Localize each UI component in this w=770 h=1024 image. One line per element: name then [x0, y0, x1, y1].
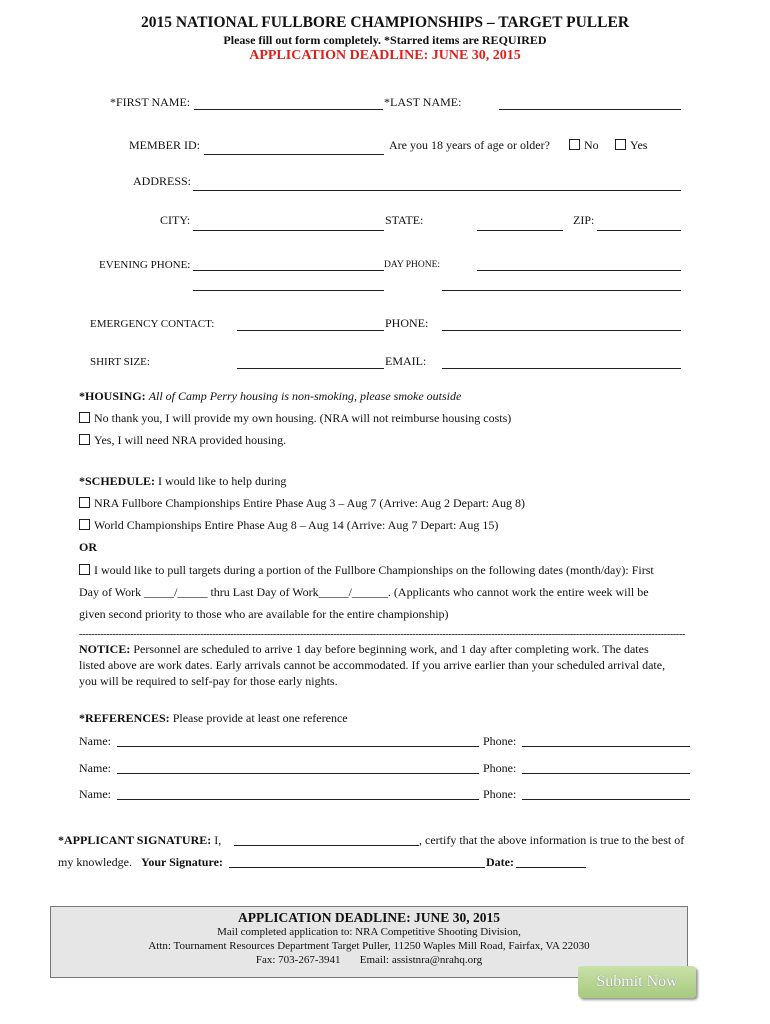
state-label: STATE:: [385, 213, 424, 227]
signature-input[interactable]: [229, 867, 485, 868]
housing-option-own-label: No thank you, I will provide my own housing. (NRA will not reimburse housing costs): [94, 411, 512, 425]
first-name-input[interactable]: [194, 109, 383, 110]
page-title: 2015 NATIONAL FULLBORE CHAMPIONSHIPS – TARGET PULLER: [140, 14, 630, 31]
member-id-input[interactable]: [204, 154, 384, 155]
evening-phone-input[interactable]: [193, 270, 384, 271]
zip-label: ZIP:: [573, 213, 595, 227]
schedule-option-partial[interactable]: [79, 563, 654, 578]
checkbox-icon[interactable]: [79, 412, 90, 423]
schedule-label: *SCHEDULE:: [79, 474, 156, 488]
references-heading: [79, 711, 348, 726]
date-label: Date:: [486, 855, 514, 869]
emergency-contact-label: EMERGENCY CONTACT:: [90, 318, 215, 330]
signature-label: [58, 833, 221, 848]
housing-option-nra-label: Yes, I will need NRA provided housing.: [94, 433, 287, 447]
checkbox-icon[interactable]: [79, 519, 90, 530]
schedule-option-fullbore[interactable]: [79, 496, 525, 511]
notice-text-1: Personnel are scheduled to arrive 1 day before beginning work, and 1 day after completing work. The dates: [133, 642, 649, 656]
dashed-divider: --------------------------------------------------------------------------------------------------------------------------------------------------------------------------------------------------------: [79, 629, 686, 640]
checkbox-icon[interactable]: [569, 139, 580, 150]
checkbox-icon[interactable]: [615, 139, 626, 150]
age-yes-option[interactable]: [615, 138, 647, 153]
your-signature-label: Your Signature:: [141, 855, 223, 869]
reference-phone-input[interactable]: [522, 799, 690, 800]
checkbox-icon[interactable]: [79, 497, 90, 508]
applicant-name-input[interactable]: [234, 845, 419, 846]
date-input[interactable]: [516, 867, 586, 868]
schedule-or: OR: [79, 540, 97, 554]
notice-label: NOTICE:: [79, 642, 131, 656]
footer-address-line: Attn: Tournament Resources Department Target Puller, 11250 Waples Mill Road, Fairfax, VA 22030: [148, 940, 590, 952]
checkbox-icon[interactable]: [79, 564, 90, 575]
last-name-input[interactable]: [499, 109, 681, 110]
age-no-label: No: [584, 138, 599, 152]
footer-deadline: APPLICATION DEADLINE: JUNE 30, 2015: [238, 910, 500, 925]
schedule-option-world-label: World Championships Entire Phase Aug 8 – Aug 14 (Arrive: Aug 7 Depart: Aug 15): [94, 518, 499, 532]
footer-email: Email: assistnra@nrahq.org: [359, 954, 483, 966]
signature-i: I,: [214, 833, 222, 847]
deadline-banner: APPLICATION DEADLINE: JUNE 30, 2015: [249, 48, 521, 63]
zip-input[interactable]: [597, 230, 681, 231]
email-label: EMAIL:: [385, 354, 427, 368]
schedule-partial-line3: given second priority to those who are available for the entire championship): [79, 607, 449, 621]
day-phone-input-2[interactable]: [442, 290, 681, 291]
housing-option-nra[interactable]: [79, 433, 286, 448]
footer-contact-line: [51, 954, 687, 966]
reference-name-input[interactable]: [117, 773, 479, 774]
footer-mail-line: Mail completed application to: NRA Competitive Shooting Division,: [217, 926, 521, 938]
schedule-option-world[interactable]: [79, 518, 498, 533]
age-yes-label: Yes: [630, 138, 648, 152]
reference-name-input[interactable]: [117, 799, 479, 800]
schedule-partial-line1: I would like to pull targets during a portion of the Fullbore Championships on the following dates (month/day): First: [94, 563, 654, 577]
notice-line3: you will be required to self-pay for those early nights.: [79, 674, 338, 688]
knowledge-text: my knowledge.: [58, 855, 132, 869]
schedule-partial-line2: Day of Work _____/_____ thru Last Day of Work_____/______. (Applicants who cannot work the entire week will be: [79, 585, 649, 599]
email-input[interactable]: [442, 368, 681, 369]
certify-text: , certify that the above information is true to the best of: [419, 833, 685, 847]
evening-phone-label: EVENING PHONE:: [99, 259, 191, 271]
notice-line2: listed above are work dates. Early arrivals cannot be accommodated. If you arrive earlier than your scheduled arrival date,: [79, 658, 666, 672]
housing-note: All of Camp Perry housing is non-smoking, please smoke outside: [148, 389, 462, 403]
address-input[interactable]: [193, 190, 681, 191]
applicant-signature-label: *APPLICANT SIGNATURE:: [58, 833, 212, 847]
housing-option-own[interactable]: [79, 411, 511, 426]
schedule-option-fullbore-label: NRA Fullbore Championships Entire Phase Aug 3 – Aug 7 (Arrive: Aug 2 Depart: Aug 8): [94, 496, 525, 510]
first-name-label: *FIRST NAME:: [110, 95, 191, 109]
notice-line1: [79, 642, 649, 657]
schedule-heading: [79, 474, 286, 489]
phone-label: PHONE:: [385, 316, 429, 330]
housing-label: *HOUSING:: [79, 389, 146, 403]
checkbox-icon[interactable]: [79, 434, 90, 445]
reference-phone-label: Phone:: [483, 787, 517, 801]
references-intro: Please provide at least one reference: [172, 711, 348, 725]
footer-fax: Fax: 703-267-3941: [255, 954, 341, 966]
state-input[interactable]: [477, 230, 563, 231]
emergency-phone-input[interactable]: [442, 330, 681, 331]
reference-phone-input[interactable]: [522, 773, 690, 774]
emergency-contact-input[interactable]: [237, 330, 384, 331]
reference-name-label: Name:: [79, 761, 111, 775]
address-label: ADDRESS:: [133, 174, 192, 188]
age-question: Are you 18 years of age or older?: [389, 138, 550, 152]
shirt-size-label: SHIRT SIZE:: [90, 356, 150, 368]
age-no-option[interactable]: [569, 138, 599, 153]
evening-phone-input-2[interactable]: [193, 290, 384, 291]
city-label: CITY:: [160, 213, 191, 227]
day-phone-input[interactable]: [477, 270, 681, 271]
submit-button[interactable]: Submit Now: [578, 966, 696, 998]
form-instructions: Please fill out form completely. *Starred items are REQUIRED: [223, 33, 547, 47]
shirt-size-input[interactable]: [237, 368, 384, 369]
reference-name-label: Name:: [79, 734, 111, 748]
day-phone-label: DAY PHONE:: [384, 260, 441, 270]
reference-phone-label: Phone:: [483, 734, 517, 748]
city-input[interactable]: [193, 230, 384, 231]
member-id-label: MEMBER ID:: [129, 138, 201, 152]
reference-phone-label: Phone:: [483, 761, 517, 775]
reference-phone-input[interactable]: [522, 746, 690, 747]
last-name-label: *LAST NAME:: [384, 95, 462, 109]
schedule-intro: I would like to help during: [158, 474, 287, 488]
reference-name-label: Name:: [79, 787, 111, 801]
reference-name-input[interactable]: [117, 746, 479, 747]
references-label: *REFERENCES:: [79, 711, 170, 725]
housing-heading: [79, 389, 461, 404]
